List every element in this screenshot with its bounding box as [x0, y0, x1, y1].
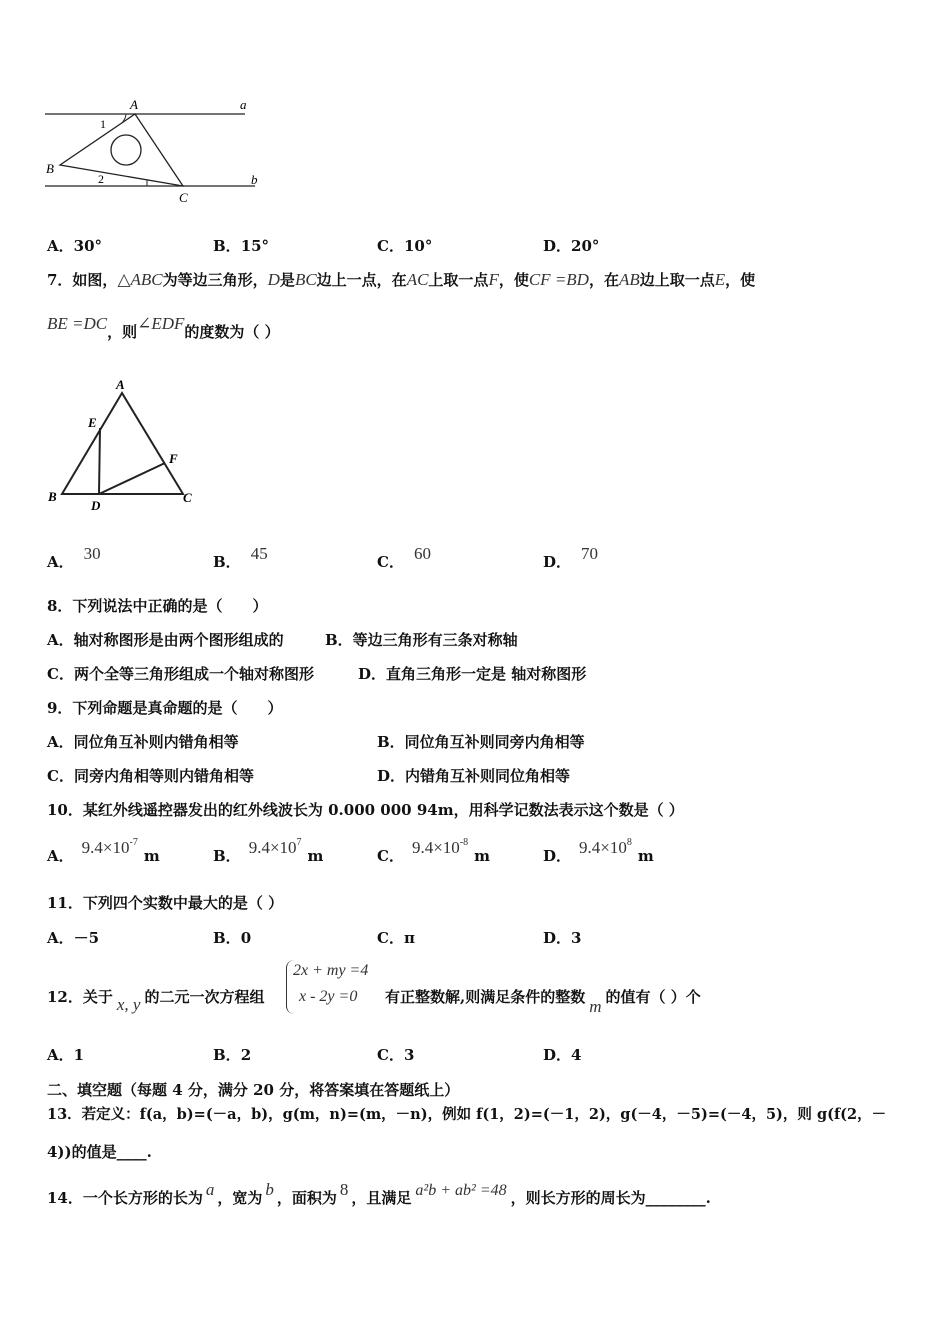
q10-option-d: D． $9.4\times 10^8m$: [543, 837, 654, 865]
q7-stem-line1: 7．如图，△ABC为等边三角形，D是BC边上一点，在AC上取一点F，使CF =BD，在AB边上取一点E，使: [47, 270, 756, 289]
label-A: A: [130, 97, 138, 112]
q8-stem: 8．下列说法中正确的是（ ）: [47, 597, 268, 615]
fig2-label-A: A: [116, 377, 125, 392]
label-b: b: [251, 172, 258, 187]
segment-df: [99, 463, 165, 494]
fig2-label-B: B: [48, 489, 57, 504]
inscribed-circle: [111, 135, 141, 165]
q6-option-b: B．15°: [213, 237, 270, 255]
q8-option-b: B．等边三角形有三条对称轴: [325, 631, 518, 649]
q11-option-d: D．3: [543, 929, 582, 947]
label-C: C: [179, 190, 188, 205]
q10-option-b: B． $9.4\times 10^7m$: [213, 837, 324, 865]
q12-option-b: B．2: [213, 1046, 252, 1064]
section-heading: 二、填空题（每题 4 分，满分 20 分，将答案填在答题纸上）: [47, 1081, 460, 1099]
q12-equation-system: [286, 960, 383, 1014]
triangle-abc-2: [62, 393, 183, 494]
figure-parallel-lines-triangle: [40, 95, 280, 210]
q8-option-d: D．直角三角形一定是 轴对称图形: [358, 665, 587, 683]
q11-option-c: C．π: [377, 929, 415, 947]
q8-option-c: C．两个全等三角形组成一个轴对称图形: [47, 665, 314, 683]
q7-option-b: B． 45: [213, 544, 268, 571]
q12-option-c: C．3: [377, 1046, 415, 1064]
q9-stem: 9．下列命题是真命题的是（ ）: [47, 699, 283, 717]
figure-equilateral-triangle: [45, 375, 205, 515]
label-a: a: [240, 97, 247, 112]
fig2-label-D: D: [91, 498, 101, 513]
label-1: 1: [100, 117, 106, 131]
label-2: 2: [98, 172, 104, 186]
q6-option-a: A．30°: [47, 237, 103, 255]
q10-option-c: C． $9.4\times 10^{-8}m$: [377, 837, 491, 865]
fig2-label-F: F: [169, 451, 178, 466]
q6-option-d: D．20°: [543, 237, 600, 255]
q11-option-a: A．－5: [47, 929, 100, 947]
q12-stem-right: 有正整数解,则满足条件的整数 m 的值有（ ）个: [385, 988, 701, 1016]
q9-option-b: B．同位角互补则同旁内角相等: [377, 733, 585, 751]
q10-stem: 10．某红外线遥控器发出的红外线波长为 0.000 000 94m，用科学记数法表示这个数是（ ）: [47, 801, 684, 819]
q12-eq2: x - 2y =0: [299, 988, 358, 1005]
q8-option-a: A．轴对称图形是由两个图形组成的: [47, 631, 284, 649]
q11-stem: 11．下列四个实数中最大的是（ ）: [47, 894, 284, 912]
q11-option-b: B．0: [213, 929, 252, 947]
q12-stem-left: 12．关于 x, y 的二元一次方程组: [47, 988, 265, 1014]
q13-line1: 13．若定义：f(a，b)=(－a，b)，g(m，n)=(m，－n)，例如 f(1，2)=(－1，2)，g(－4，－5)=(－4，5)，则 g(f(2，－: [47, 1106, 887, 1123]
q12-option-d: D．4: [543, 1046, 582, 1064]
q7-option-a: A． 30: [47, 544, 101, 571]
q13-line2: 4))的值是____.: [47, 1143, 152, 1161]
q6-option-c: C．10°: [377, 237, 433, 255]
q10-option-a: A． $9.4\times 10^{-7}m$: [47, 837, 160, 865]
q12-option-a: A．1: [47, 1046, 85, 1064]
q9-option-a: A．同位角互补则内错角相等: [47, 733, 239, 751]
q7-stem-line2: BE =DC，则∠EDF的度数为（ ）: [47, 314, 280, 341]
q9-option-c: C．同旁内角相等则内错角相等: [47, 767, 254, 785]
triangle-abc: [60, 114, 183, 186]
q7-option-c: C． 60: [377, 544, 431, 571]
segment-ed: [99, 428, 100, 494]
q7-option-d: D． 70: [543, 544, 599, 571]
label-B: B: [46, 161, 54, 176]
q9-option-d: D．内错角互补则同位角相等: [377, 767, 571, 785]
q14-stem: 14．一个长方形的长为 a ，宽为 b ，面积为 8 ，且满足 a²b + ab² =48 ，则长方形的周长为________.: [47, 1180, 711, 1207]
q12-eq1: 2x + my =4: [293, 962, 369, 979]
fig2-label-E: E: [88, 415, 97, 430]
fig2-label-C: C: [183, 490, 192, 505]
